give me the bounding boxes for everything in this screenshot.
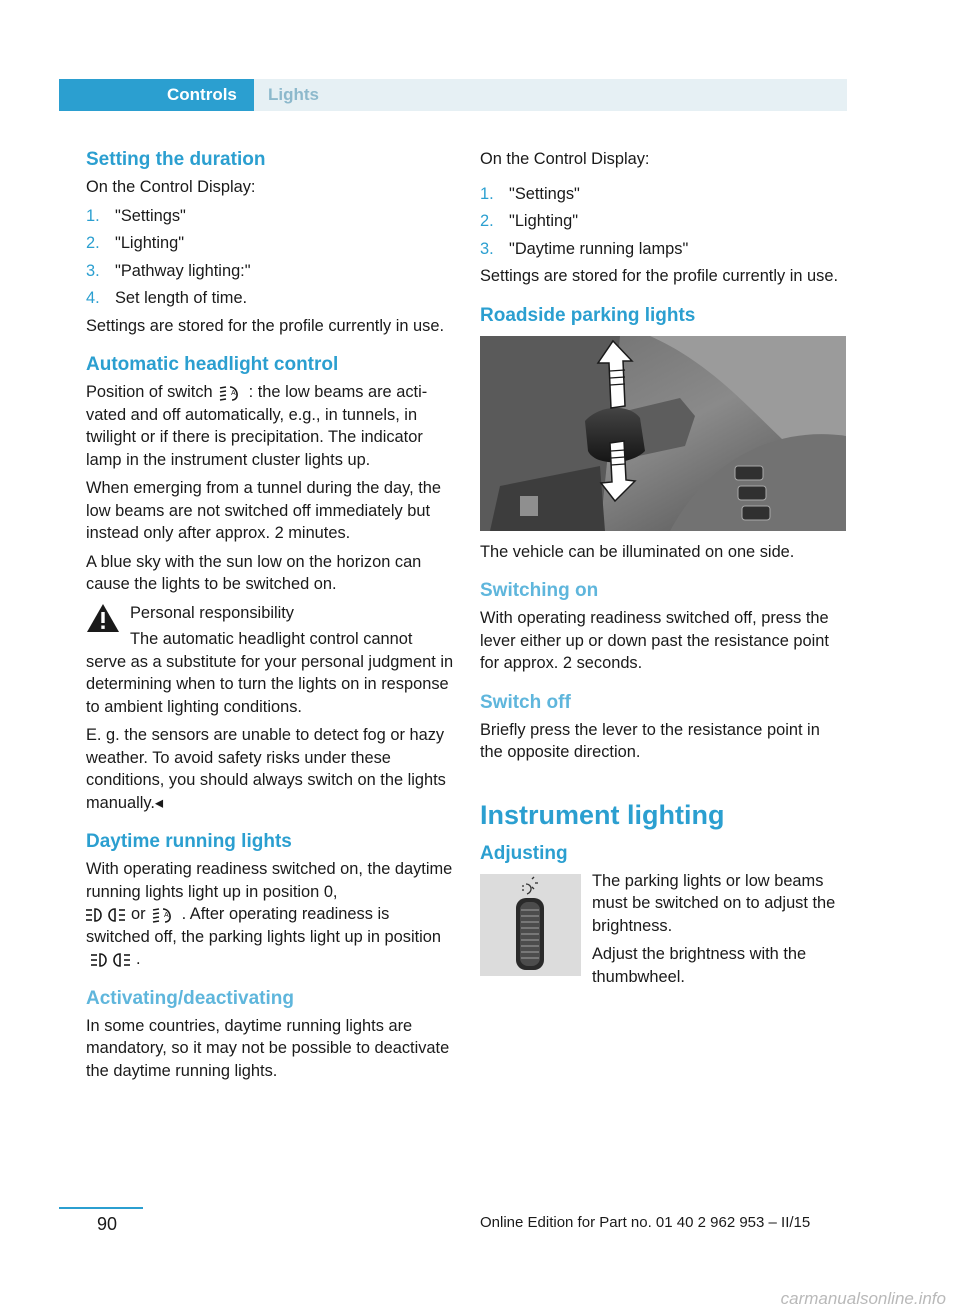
list-item: 2. "Lighting" — [86, 234, 185, 252]
watermark: carmanualsonline.info — [780, 1289, 946, 1308]
parking-lights-icon — [86, 907, 126, 923]
thumbwheel-image — [480, 874, 581, 976]
auto-headlight-icon — [151, 906, 177, 924]
warning-triangle-icon — [86, 603, 120, 633]
list-item: 2. "Lighting" — [480, 212, 579, 230]
switching-on-heading: Switching on — [480, 580, 599, 601]
list-item: 3. "Pathway lighting:" — [86, 261, 251, 280]
parking-lights-icon — [91, 952, 131, 968]
drl-settings-note: Settings are stored for the profile currently in use. — [480, 267, 839, 285]
auto-headlight-p1: Position of switch A : the low beams are activated and off automatically, e.g., in tunnels, in twilight or if there is precipitation. The indicator lamp in the instrument cluster lights up. — [86, 383, 428, 469]
header-subsection-tab: Lights — [254, 79, 847, 111]
svg-text:A: A — [230, 389, 236, 397]
auto-headlight-p2: When emerging from a tunnel during the day, the low beams are not switched off immediately but instead only after approx. 2 minutes. — [86, 479, 442, 542]
duration-intro: On the Control Display: — [86, 178, 256, 196]
footer-divider — [59, 1207, 143, 1209]
svg-text:A: A — [163, 911, 169, 919]
list-item: 4. Set length of time. — [86, 289, 248, 307]
warning-title: Personal responsibility — [130, 603, 294, 622]
adjusting-paragraph-1: The parking lights or low beams must be switched on to adjust the brightness. — [592, 871, 836, 935]
adjusting-paragraph-2: Adjust the brightness with the thumbwheel. — [592, 945, 807, 986]
drl-heading: Daytime running lights — [86, 831, 292, 852]
page-number: 90 — [97, 1214, 118, 1234]
right-column — [480, 148, 846, 994]
instrument-lighting-heading: Instrument lighting — [480, 799, 725, 830]
page-header — [59, 79, 847, 111]
activating-paragraph: In some countries, daytime running lights are mandatory, so it may not be possible to deactivate the daytime running lights. — [86, 1016, 450, 1080]
adjusting-section — [480, 870, 846, 989]
activating-heading: Activating/deactivating — [86, 987, 294, 1009]
switch-off-paragraph: Briefly press the lever to the resistance point in the opposite direction. — [480, 720, 820, 761]
duration-steps-list — [86, 205, 454, 310]
warning-text-2: E. g. the sensors are unable to detect fog or hazy weather. To avoid safety risks under these conditions, you should always switch on the lights manually.◂ — [86, 726, 446, 812]
roadside-paragraph: The vehicle can be illuminated on one side. — [480, 542, 795, 561]
roadside-heading: Roadside parking lights — [480, 304, 696, 326]
header-section-tab: Controls — [59, 79, 254, 111]
adjusting-heading: Adjusting — [480, 842, 568, 864]
list-item: 1. "Settings" — [86, 206, 186, 225]
warning-text: The automatic headlight control cannot serve as a substitute for your personal judgment in determining when to turn the lights on in response to ambient lighting conditions. — [86, 630, 454, 716]
duration-heading: Setting the duration — [86, 149, 266, 170]
drl-settings-intro: On the Control Display: — [480, 150, 650, 168]
left-column — [86, 148, 454, 1088]
warning-block — [86, 602, 454, 719]
drl-paragraph: With operating readiness switched on, the daytime running lights light up in position 0, or A . After operating readiness is switched off, the parking lights light up in position. — [86, 860, 453, 968]
list-item: 1. "Settings" — [480, 184, 580, 203]
switching-on-paragraph: With operating readiness switched off, press the lever either up or down past the resistance point for approx. 2 seconds. — [480, 609, 829, 672]
edition-text: Online Edition for Part no. 01 40 2 962 953 – II/15 — [480, 1214, 811, 1231]
auto-headlight-icon — [218, 384, 244, 402]
switch-off-heading: Switch off — [480, 691, 571, 713]
drl-settings-steps — [480, 183, 846, 261]
steering-lever-photo — [480, 336, 846, 531]
auto-headlight-p3: A blue sky with the sun low on the horizon can cause the lights to be switched on. — [86, 552, 422, 593]
list-item: 3. "Daytime running lamps" — [480, 239, 689, 258]
auto-headlight-heading: Automatic headlight control — [86, 354, 339, 375]
duration-note: Settings are stored for the profile currently in use. — [86, 316, 445, 335]
